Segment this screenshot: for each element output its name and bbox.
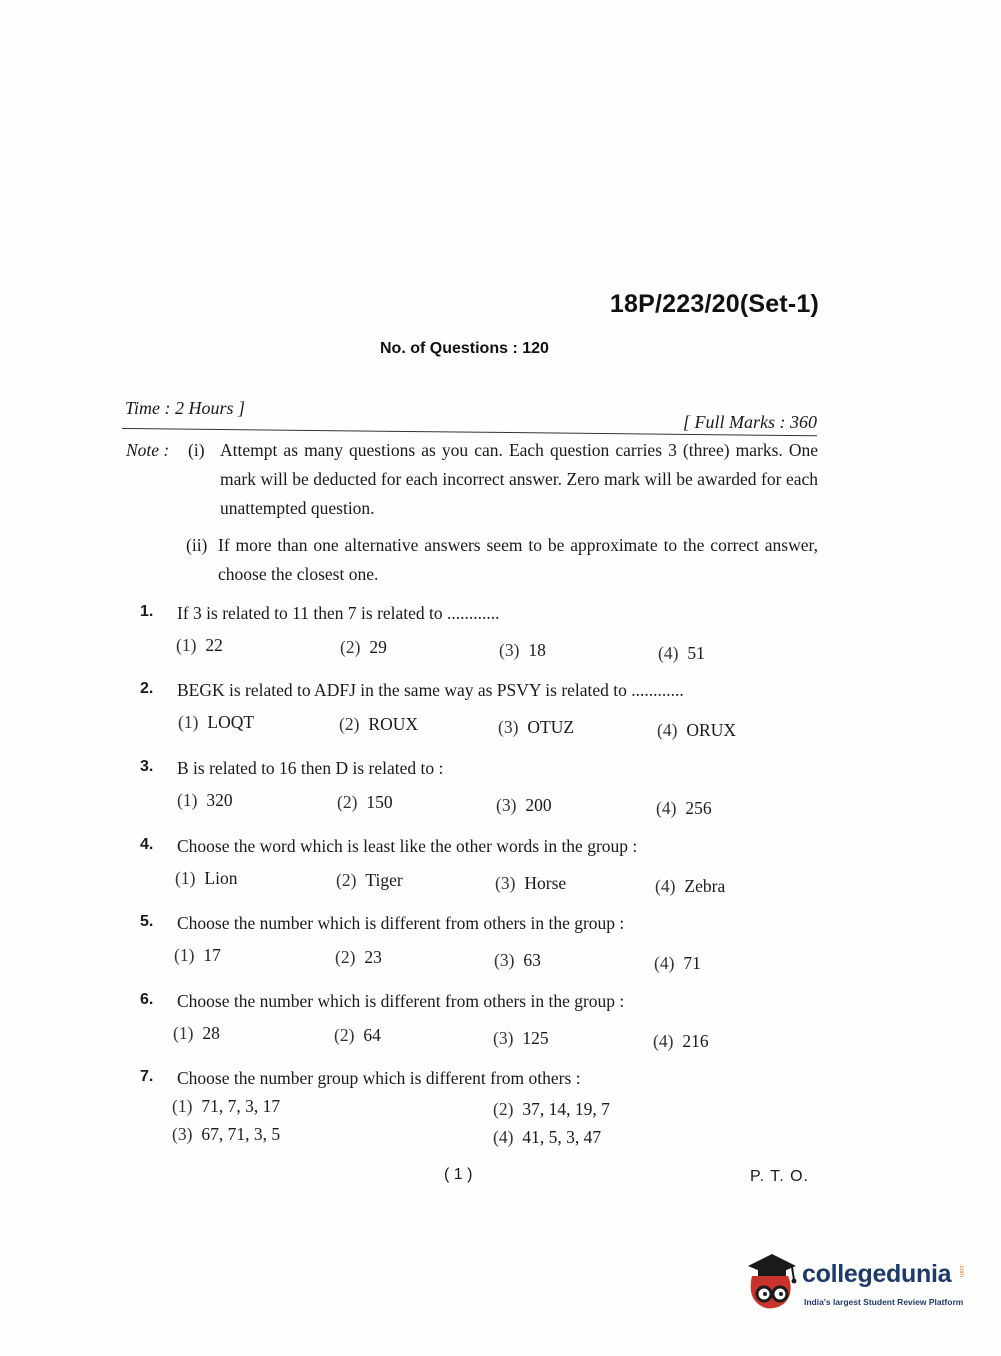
option-value: 320 [206,790,233,810]
option-3 [499,640,546,661]
option-value: 150 [366,792,393,812]
option-label: (3) [172,1124,193,1144]
full-marks-label: [ Full Marks : 360 [683,412,817,432]
option-4 [657,720,736,741]
question-number: 7. [140,1068,154,1085]
option-3 [495,873,566,894]
logo-wordmark: collegedunia [802,1260,952,1288]
option-label: (2) [334,1025,355,1045]
option-label: (1) [177,790,198,810]
question-number: 5. [140,913,154,930]
question-text: Choose the word which is least like the other words in the group : [177,836,638,856]
option-label: (3) [493,1028,514,1048]
option-3 [493,1028,549,1049]
logo-tagline: India's largest Student Review Platform [804,1297,964,1307]
option-value: Tiger [365,870,403,890]
option-value: Zebra [684,876,726,896]
option-value: 256 [685,798,712,818]
option-label: (1) [174,945,195,965]
option-label: (3) [499,640,520,660]
question-number: 4. [140,836,154,853]
option-label: (1) [178,712,199,732]
option-value: 71, 7, 3, 17 [201,1096,281,1116]
option-label: (4) [493,1127,514,1147]
option-label: (1) [176,635,197,655]
option-label: (2) [335,947,356,967]
option-1 [178,712,254,733]
option-1 [176,635,223,656]
option-4 [658,643,705,664]
note-item-2 [126,531,818,589]
option-2 [336,870,403,891]
option-label: (2) [337,792,358,812]
option-label: (3) [496,795,517,815]
option-value: 23 [364,947,382,967]
paper-code: 18P/223/20(Set-1) [609,290,819,318]
option-value: 22 [205,635,223,655]
note-item-1 [126,436,818,523]
option-4 [653,1031,709,1052]
option-label: (4) [655,876,676,896]
question-text: Choose the number which is different from others in the group : [177,991,625,1011]
time-label: Time : 2 Hours ] [125,398,246,418]
option-value: 28 [202,1023,220,1043]
option-label: (2) [340,637,361,657]
option-value: 37, 14, 19, 7 [522,1099,610,1119]
note-item-text: If more than one alternative answers seem to be approximate to the correct answer, choose the closest one. [218,535,818,584]
option-1 [175,868,237,889]
option-1 [177,790,233,811]
option-label: (4) [658,643,679,663]
instructions-note [126,436,818,589]
question-text: B is related to 16 then D is related to : [177,758,444,778]
option-value: 17 [203,945,221,965]
question-number: 6. [140,991,154,1008]
option-label: (1) [173,1023,194,1043]
number-of-questions: No. of Questions : 120 [380,340,549,357]
option-1 [173,1023,220,1044]
option-2 [337,792,393,813]
collegedunia-logo [742,1250,972,1320]
option-value: Lion [204,868,238,888]
question-text: Choose the number group which is different from others : [177,1068,581,1088]
question-text: Choose the number which is different from others in the group : [177,913,625,933]
page-number: ( 1 ) [444,1166,473,1183]
option-label: (4) [656,798,677,818]
option-3 [498,717,574,738]
option-label: (4) [657,720,678,740]
question-number: 3. [140,758,154,775]
option-3 [494,950,541,971]
mascot-icon [742,1250,800,1312]
option-1 [174,945,221,966]
option-label: (2) [336,870,357,890]
question-text: If 3 is related to 11 then 7 is related to ............ [177,603,500,623]
option-2 [334,1025,381,1046]
logo-domain: .com [958,1264,964,1278]
option-value: 51 [687,643,705,663]
option-value: 63 [523,950,541,970]
option-4 [656,798,712,819]
question-text: BEGK is related to ADFJ in the same way as PSVY is related to ............ [177,680,684,700]
option-value: ORUX [686,720,736,740]
option-4 [493,1127,601,1148]
option-4 [654,953,701,974]
question-number: 2. [140,680,154,697]
option-label: (3) [498,717,519,737]
option-value: 125 [522,1028,549,1048]
option-label: (2) [493,1099,514,1119]
question-number: 1. [140,603,154,620]
option-value: 64 [363,1025,381,1045]
option-2 [339,714,418,735]
note-item-numeral: (i) [188,440,205,460]
option-3 [496,795,552,816]
option-4 [655,876,725,897]
option-value: 67, 71, 3, 5 [201,1124,281,1144]
note-item-numeral: (ii) [186,535,208,555]
option-label: (3) [494,950,515,970]
option-2 [335,947,382,968]
option-label: (1) [175,868,196,888]
option-2 [493,1099,610,1120]
option-label: (2) [339,714,360,734]
option-label: (4) [654,953,675,973]
option-1 [172,1096,280,1117]
option-value: ROUX [368,714,418,734]
option-label: (4) [653,1031,674,1051]
option-value: 216 [682,1031,709,1051]
note-item-text: Attempt as many questions as you can. Each question carries 3 (three) marks. One mark will be deducted for each incorrect answer. Zero mark will be awarded for each unattempted question. [220,440,818,518]
option-value: 18 [528,640,546,660]
option-value: 71 [683,953,701,973]
please-turn-over: P. T. O. [750,1168,809,1185]
option-3 [172,1124,280,1145]
option-value: 200 [525,795,552,815]
option-label: (1) [172,1096,193,1116]
option-value: 41, 5, 3, 47 [522,1127,602,1147]
option-value: LOQT [207,712,255,732]
option-value: OTUZ [527,717,575,737]
option-value: 29 [369,637,387,657]
option-value: Horse [524,873,567,893]
note-label: Note : [126,440,170,460]
option-label: (3) [495,873,516,893]
option-2 [340,637,387,658]
